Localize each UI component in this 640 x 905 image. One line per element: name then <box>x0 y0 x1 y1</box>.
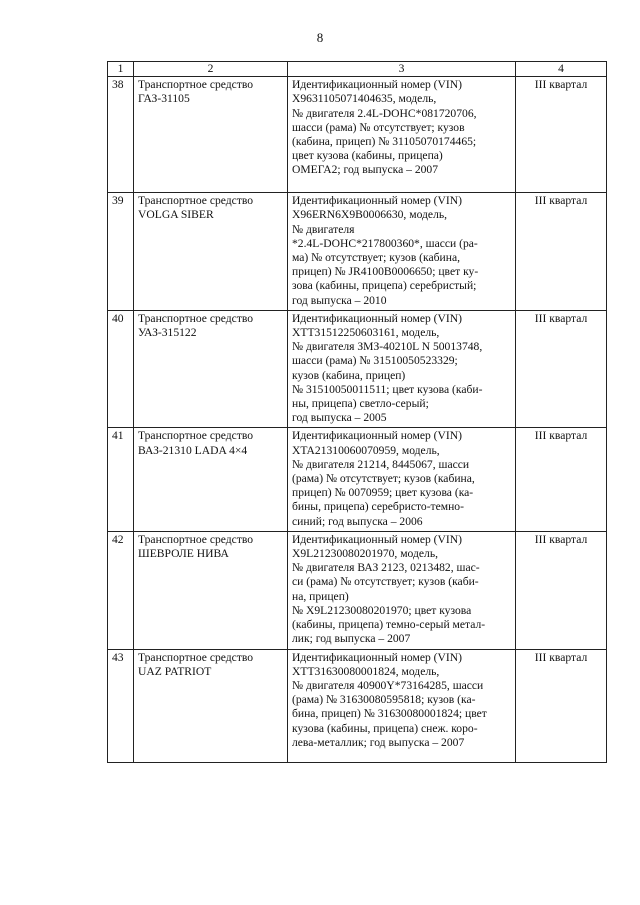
table-row <box>108 310 607 428</box>
quarter-cell: III квартал <box>516 649 607 762</box>
vehicle-description-line: № двигателя 21214, 8445067, шасси <box>292 457 470 471</box>
vehicle-description-line: год выпуска – 2010 <box>292 293 387 307</box>
vehicle-name-cell <box>134 310 288 428</box>
vehicle-name-line: Транспортное средство <box>138 532 254 546</box>
vehicle-description-line: XTT31512250603161, модель, <box>292 326 440 340</box>
vehicle-name-line: UAZ PATRIOT <box>138 664 212 678</box>
vehicle-name-cell <box>134 193 288 311</box>
vehicle-name-line: Транспортное средство <box>138 311 254 325</box>
vehicle-description-line: лик; год выпуска – 2007 <box>292 632 411 646</box>
vehicle-description-cell <box>288 531 516 649</box>
vehicle-description-line: бины, прицепа) серебристо-темно- <box>292 500 464 514</box>
vehicle-table <box>107 61 607 763</box>
vehicle-description-line: (рама) № 31630080595818; кузов (ка- <box>292 693 476 707</box>
vehicle-description-cell <box>288 77 516 193</box>
vehicle-description-line: ны, прицепа) светло-серый; <box>292 397 429 411</box>
quarter-cell: III квартал <box>516 531 607 649</box>
row-number-cell: 40 <box>108 310 134 428</box>
vehicle-name-line: ГАЗ-31105 <box>138 92 190 106</box>
table-row <box>108 193 607 311</box>
vehicle-name-line: Транспортное средство <box>138 194 254 208</box>
column-header-number: 1 <box>108 62 134 77</box>
table-header-row <box>108 62 607 77</box>
vehicle-name-line: ШЕВРОЛЕ НИВА <box>138 547 229 561</box>
vehicle-description-line: прицеп) № 0070959; цвет кузова (ка- <box>292 486 474 500</box>
vehicle-description-line: № 31510050011511; цвет кузова (каби- <box>292 382 483 396</box>
table-row <box>108 77 607 193</box>
vehicle-description-line: X9631105071404635, модель, <box>292 92 437 106</box>
vehicle-description-line: год выпуска – 2005 <box>292 411 387 425</box>
vehicle-name-line: УАЗ-315122 <box>138 326 197 340</box>
row-number-cell: 39 <box>108 193 134 311</box>
vehicle-name-line: Транспортное средство <box>138 650 254 664</box>
vehicle-description-line: цвет кузова (кабины, прицепа) <box>292 149 443 163</box>
quarter-cell: III квартал <box>516 77 607 193</box>
vehicle-description-line: Идентификационный номер (VIN) <box>292 532 463 546</box>
vehicle-description-line: № двигателя ЗМЗ-40210L N 50013748, <box>292 340 483 354</box>
vehicle-description-line: бина, прицеп) № 31630080001824; цвет <box>292 707 487 721</box>
vehicle-description-cell <box>288 310 516 428</box>
vehicle-description-line: № двигателя 2.4L-DOHC*081720706, <box>292 106 477 120</box>
vehicle-description-line: ма) № отсутствует; кузов (кабина, <box>292 251 461 265</box>
table-row <box>108 649 607 762</box>
quarter-cell: III квартал <box>516 193 607 311</box>
vehicle-description-line: зова (кабины, прицепа) серебристый; <box>292 279 477 293</box>
vehicle-description-line: № двигателя <box>292 222 355 236</box>
quarter-cell: III квартал <box>516 428 607 531</box>
vehicle-name-line: VOLGA SIBER <box>138 208 214 222</box>
vehicle-description-line: Идентификационный номер (VIN) <box>292 650 463 664</box>
vehicle-name-line: Транспортное средство <box>138 429 254 443</box>
table-row <box>108 428 607 531</box>
vehicle-name-cell <box>134 531 288 649</box>
column-header-quarter: 4 <box>516 62 607 77</box>
vehicle-name-line: Транспортное средство <box>138 78 254 92</box>
vehicle-description-line: № двигателя ВАЗ 2123, 0213482, шас- <box>292 561 480 575</box>
vehicle-name-cell <box>134 428 288 531</box>
vehicle-description-line: кузов (кабина, прицеп) <box>292 368 406 382</box>
vehicle-description-line: прицеп) № JR4100B0006650; цвет ку- <box>292 265 479 279</box>
quarter-cell: III квартал <box>516 310 607 428</box>
vehicle-description-line: шасси (рама) № отсутствует; кузов <box>292 120 465 134</box>
vehicle-description-line: *2.4L-DOHC*217800360*, шасси (ра- <box>292 236 478 250</box>
vehicle-description-line: (кабины, прицепа) темно-серый метал- <box>292 618 486 632</box>
vehicle-description-cell <box>288 428 516 531</box>
vehicle-description-line: на, прицеп) <box>292 589 349 603</box>
vehicle-description-line: XTA21310060070959, модель, <box>292 443 440 457</box>
vehicle-name-cell <box>134 649 288 762</box>
vehicle-description-line: лева-металлик; год выпуска – 2007 <box>292 735 465 749</box>
row-number-cell: 43 <box>108 649 134 762</box>
vehicle-description-line: кузова (кабины, прицепа) снеж. коро- <box>292 721 478 735</box>
row-number-cell: 42 <box>108 531 134 649</box>
vehicle-description-line: шасси (рама) № 31510050523329; <box>292 354 458 368</box>
column-header-description: 3 <box>288 62 516 77</box>
row-number-cell: 38 <box>108 77 134 193</box>
vehicle-description-line: Идентификационный номер (VIN) <box>292 429 463 443</box>
vehicle-description-line: синий; год выпуска – 2006 <box>292 514 423 528</box>
vehicle-description-line: ОМЕГА2; год выпуска – 2007 <box>292 163 439 177</box>
vehicle-description-line: № двигателя 40900Y*73164285, шасси <box>292 678 484 692</box>
vehicle-description-line: № X9L21230080201970; цвет кузова <box>292 603 472 617</box>
vehicle-description-line: Идентификационный номер (VIN) <box>292 194 463 208</box>
vehicle-description-line: X9L21230080201970, модель, <box>292 547 439 561</box>
vehicle-description-line: Идентификационный номер (VIN) <box>292 78 463 92</box>
page-number: 8 <box>316 30 324 45</box>
column-header-name: 2 <box>134 62 288 77</box>
vehicle-name-cell <box>134 77 288 193</box>
vehicle-description-line: X96ERN6X9B0006630, модель, <box>292 208 448 222</box>
row-number-cell: 41 <box>108 428 134 531</box>
vehicle-description-line: (рама) № отсутствует; кузов (кабина, <box>292 472 475 486</box>
vehicle-description-line: XTT31630080001824, модель, <box>292 664 440 678</box>
vehicle-description-line: Идентификационный номер (VIN) <box>292 311 463 325</box>
vehicle-description-line: (кабина, прицеп) № 31105070174465; <box>292 135 477 149</box>
table-row <box>108 531 607 649</box>
vehicle-description-cell <box>288 193 516 311</box>
vehicle-name-line: ВАЗ-21310 LADA 4×4 <box>138 443 248 457</box>
vehicle-description-line: си (рама) № отсутствует; кузов (каби- <box>292 575 479 589</box>
vehicle-description-cell <box>288 649 516 762</box>
